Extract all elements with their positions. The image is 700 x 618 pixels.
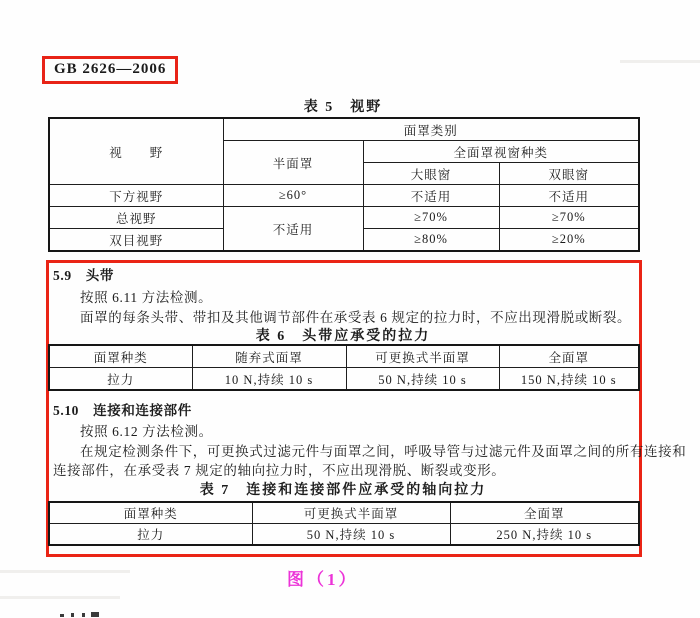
table5-half-mask-header: 半面罩 xyxy=(223,141,363,185)
table6-caption: 表 6 头带应承受的拉力 xyxy=(255,329,431,344)
table5-cell: ≥20% xyxy=(499,229,639,252)
table5-full-mask-windows-header: 全面罩视窗种类 xyxy=(363,141,639,163)
table5-cell: ≥60° xyxy=(223,185,363,207)
table5-cell: 不适用 xyxy=(499,185,639,207)
section-5-10-line2: 在规定检测条件下，可更换式过滤元件与面罩之间，呼吸导管与过滤元件及面罩之间的所有连接和 xyxy=(80,444,687,459)
table5-mask-category-header: 面罩类别 xyxy=(223,118,639,141)
table-row xyxy=(49,502,639,524)
standard-code-text: GB 2626—2006 xyxy=(54,61,167,77)
figure-caption: 图（1） xyxy=(287,570,359,589)
table7-cell: 拉力 xyxy=(49,524,252,546)
table6-headband-pull-force xyxy=(48,344,640,391)
table7-header: 可更换式半面罩 xyxy=(252,502,450,524)
clipped-text-fragment xyxy=(82,613,85,617)
table5-cell: ≥70% xyxy=(499,207,639,229)
section-5-10-heading: 5.10 连接和连接部件 xyxy=(53,403,192,418)
section-5-10-line3: 连接部件，在承受表 7 规定的轴向拉力时，不应出现滑脱、断裂或变形。 xyxy=(53,463,506,478)
section-5-10-line1: 按照 6.12 方法检测。 xyxy=(80,424,213,439)
scan-streak xyxy=(0,596,120,599)
table5-cell: 不适用 xyxy=(363,185,499,207)
table6-header: 随弃式面罩 xyxy=(192,345,346,368)
section-5-9-heading: 5.9 头带 xyxy=(53,268,114,283)
table5-cell: ≥80% xyxy=(363,229,499,252)
table6-header: 可更换式半面罩 xyxy=(346,345,499,368)
table5-caption: 表 5 视野 xyxy=(303,100,383,115)
table5-cell: 总视野 xyxy=(49,207,223,229)
clipped-text-fragment xyxy=(71,613,74,617)
table6-cell: 10 N,持续 10 s xyxy=(192,368,346,391)
table7-header: 全面罩 xyxy=(450,502,639,524)
table7-cell: 250 N,持续 10 s xyxy=(450,524,639,546)
table5-cell: 双目视野 xyxy=(49,229,223,252)
table7-caption: 表 7 连接和连接部件应承受的轴向拉力 xyxy=(199,483,487,498)
table5-row-label-header: 视 野 xyxy=(49,118,223,185)
standard-code-badge xyxy=(42,56,178,84)
section-5-9-line1: 按照 6.11 方法检测。 xyxy=(80,290,213,305)
table7-cell: 50 N,持续 10 s xyxy=(252,524,450,546)
table-row xyxy=(49,368,639,391)
table6-cell: 150 N,持续 10 s xyxy=(499,368,639,391)
table5-cell: 下方视野 xyxy=(49,185,223,207)
table5-large-window-header: 大眼窗 xyxy=(363,163,499,185)
table-row xyxy=(49,207,639,229)
clipped-text-fragment xyxy=(91,612,99,617)
scan-streak xyxy=(0,570,130,573)
table6-cell: 50 N,持续 10 s xyxy=(346,368,499,391)
table6-cell: 拉力 xyxy=(49,368,192,391)
table7-axial-pull-force xyxy=(48,501,640,546)
clipped-text-fragment xyxy=(60,614,64,617)
table7-header: 面罩种类 xyxy=(49,502,252,524)
scan-streak xyxy=(620,60,700,63)
table-row xyxy=(49,185,639,207)
section-5-9-line2: 面罩的每条头带、带扣及其他调节部件在承受表 6 规定的拉力时，不应出现滑脱或断裂。 xyxy=(80,310,632,325)
table5-double-window-header: 双眼窗 xyxy=(499,163,639,185)
table6-header: 全面罩 xyxy=(499,345,639,368)
table6-header: 面罩种类 xyxy=(49,345,192,368)
table-row xyxy=(49,524,639,546)
table5-cell: ≥70% xyxy=(363,207,499,229)
table-row xyxy=(49,345,639,368)
table5-field-of-view xyxy=(48,117,640,252)
table5-cell: 不适用 xyxy=(223,207,363,252)
